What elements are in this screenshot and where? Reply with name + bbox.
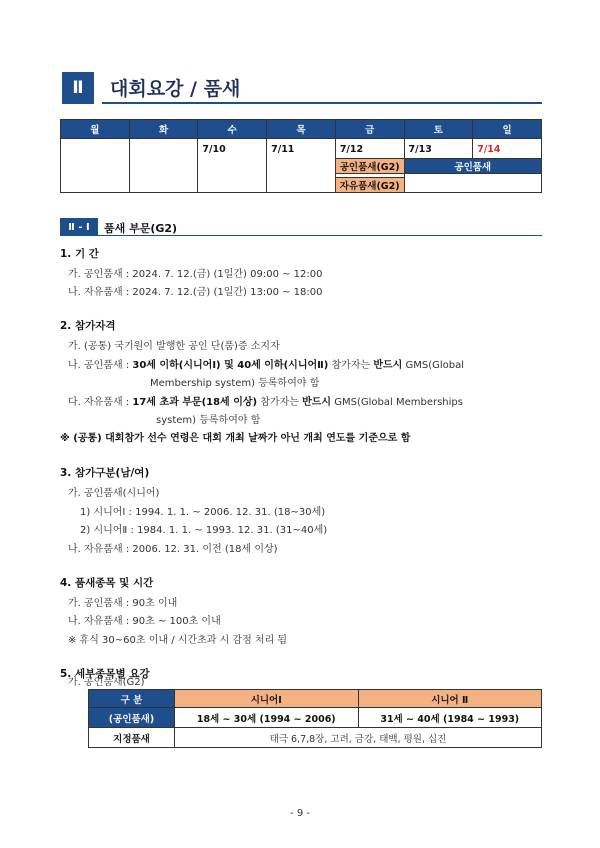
section-divider <box>102 102 542 104</box>
day-sat: 토 <box>404 120 473 139</box>
schedule-calendar <box>60 119 542 193</box>
s2-official-mid: 참가자는 <box>328 360 374 371</box>
section-number: Ⅱ <box>62 72 94 104</box>
detail-senior1-age: 18세 ~ 30세 (1994 ~ 2006) <box>175 708 359 728</box>
detail-senior2-age: 31세 ~ 40세 (1984 ~ 1993) <box>358 708 542 728</box>
day-tue: 화 <box>129 120 198 139</box>
s3-title: 3. 참가구분(남/여) <box>60 467 150 479</box>
s2-title: 2. 참가자격 <box>60 320 116 332</box>
detail-row-label: 지정품새 <box>89 728 175 748</box>
date-thu: 7/11 <box>267 139 336 193</box>
s5-official: 가. 공인품새(G2) <box>68 677 145 688</box>
date-sat: 7/13 <box>404 139 473 159</box>
date-tue <box>129 139 198 193</box>
s2-common: 가. (공통) 국기원이 발행한 공인 단(품)증 소지자 <box>68 341 280 352</box>
s2-official <box>68 356 464 371</box>
day-thu: 목 <box>267 120 336 139</box>
s4-title: 4. 품새종목 및 시간 <box>60 577 154 589</box>
section-title: 대회요강 / 품새 <box>110 78 241 100</box>
s1-free: 나. 자유품새 : 2024. 7. 12.(금) (1일간) 13:00 ~ 18:00 <box>68 287 323 298</box>
page-number: - 9 - <box>290 808 310 819</box>
s2-free <box>68 393 463 408</box>
s2-free-mid: 참가자는 <box>257 397 303 408</box>
s2-official-bold2: 반드시 <box>373 360 403 371</box>
date-fri: 7/12 <box>335 139 404 159</box>
day-mon: 월 <box>61 120 130 139</box>
s1-official: 가. 공인품새 : 2024. 7. 12.(금) (1일간) 09:00 ~ 12:00 <box>68 269 323 280</box>
detail-row-value: 태극 6,7,8장, 고려, 금강, 태백, 평원, 십진 <box>175 728 542 748</box>
detail-poomsae-row <box>89 728 542 748</box>
s3-senior1: 1) 시니어Ⅰ : 1994. 1. 1. ~ 2006. 12. 31. (18~30세) <box>80 507 326 518</box>
subsection-header <box>60 218 542 236</box>
s2-free-pre: 다. 자유품새 : <box>68 397 133 408</box>
s5-title: 5. 세부종목별 요강 <box>60 668 150 680</box>
day-sun: 일 <box>473 120 542 139</box>
calendar-date-row <box>61 139 542 159</box>
detail-table <box>88 689 542 748</box>
s2-free-line2: system) 등록하여야 함 <box>156 415 261 426</box>
subsection-divider <box>98 235 542 236</box>
date-sun: 7/14 <box>473 139 542 159</box>
s2-free-bold2: 반드시 <box>302 397 332 408</box>
date-mon <box>61 139 130 193</box>
detail-senior1: 시니어Ⅰ <box>175 690 359 708</box>
s3-official: 가. 공인품새(시니어) <box>68 488 160 499</box>
detail-senior2: 시니어 Ⅱ <box>358 690 542 708</box>
s2-official-pre: 나. 공인품새 : <box>68 360 133 371</box>
date-wed: 7/10 <box>198 139 267 193</box>
s2-official-bold1: 30세 이하(시니어Ⅰ) 및 40세 이하(시니어Ⅱ) <box>132 360 329 371</box>
detail-col0-line2: (공인품새) <box>89 708 175 728</box>
s2-note: ※ (공통) 대회참가 선수 연령은 대회 개최 날짜가 아닌 개최 연도를 기준으로 함 <box>60 433 411 444</box>
day-wed: 수 <box>198 120 267 139</box>
detail-header-row <box>89 690 542 708</box>
s3-free: 나. 자유품새 : 2006. 12. 31. 이전 (18세 이상) <box>68 544 278 555</box>
fri-event-free: 자유품새(G2) <box>335 178 404 193</box>
detail-age-row <box>89 708 542 728</box>
s4-official: 가. 공인품새 : 90초 이내 <box>68 598 178 609</box>
detail-col0-line1: 구 분 <box>89 690 175 708</box>
s4-note: ※ 휴식 30~60초 이내 / 시간초과 시 감점 처리 됨 <box>68 635 288 646</box>
s4-free: 나. 자유품새 : 90초 ~ 100초 이내 <box>68 616 221 627</box>
weekend-empty <box>404 174 541 193</box>
calendar-header-row <box>61 120 542 139</box>
subsection-title: 품새 부문(G2) <box>104 222 178 235</box>
s1-title: 1. 기 간 <box>60 248 99 260</box>
s2-free-bold1: 17세 초과 부문(18세 이상) <box>132 397 258 408</box>
fri-event-official: 공인품새(G2) <box>335 159 404 174</box>
s2-free-post: GMS(Global Memberships <box>331 397 463 408</box>
s3-senior2: 2) 시니어Ⅱ : 1984. 1. 1. ~ 1993. 12. 31. (31~40세) <box>80 525 328 536</box>
s2-official-post: GMS(Global <box>402 360 465 371</box>
s2-official-line2: Membership system) 등록하여야 함 <box>150 378 320 389</box>
subsection-number: Ⅱ - Ⅰ <box>60 218 98 236</box>
section-header <box>62 72 542 106</box>
day-fri: 금 <box>335 120 404 139</box>
weekend-event-official: 공인품새 <box>404 159 541 174</box>
